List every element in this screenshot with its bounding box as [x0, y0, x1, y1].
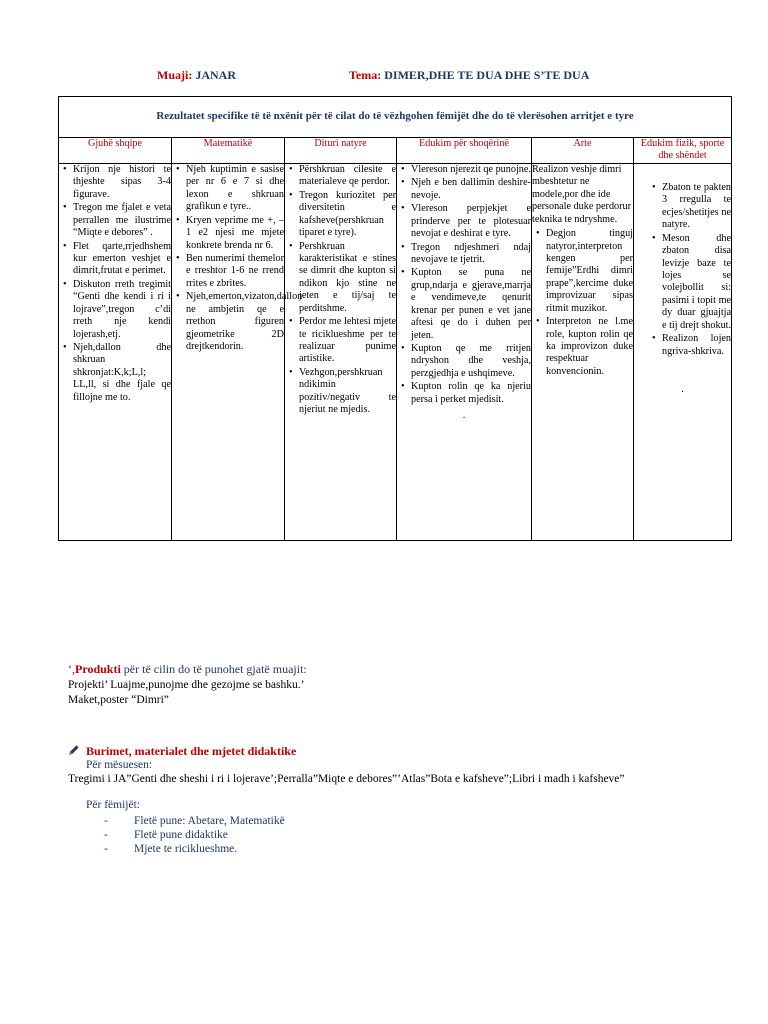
- resources-heading: [68, 744, 296, 759]
- content-row: [59, 163, 732, 540]
- subject-header: Arte: [532, 138, 634, 164]
- list-item: - Fletë pune: Abetare, Matematikë: [104, 814, 285, 828]
- list-item: • Ben numerimi themelor e rreshtor 1-6 ne rrend rrites e zbrites.: [186, 253, 284, 290]
- product-line-1: Projekti’ Luajme,punojme dhe gezojme se bashku.’: [68, 679, 305, 691]
- subject-header: Gjuhë shqipe: [59, 138, 172, 164]
- product-label: Produkti: [75, 662, 121, 676]
- list-item: • Vezhgon,pershkruan ndikimin pozitiv/negativ te njeriut ne mjedis.: [299, 367, 396, 417]
- col-gjuhe: [59, 163, 172, 540]
- list-item: • Vlereson perpjekjet e prinderve per te plotesuar nevojat e deshirat e tyre.: [411, 203, 531, 240]
- list-item: • Kupton qe me rritjen ndryshon dhe veshja, perzgjedhja e ushqimeve.: [411, 343, 531, 380]
- col-arte: [532, 163, 634, 540]
- list-item: - Fletë pune didaktike: [104, 828, 285, 842]
- col-shoqeri: [397, 163, 532, 540]
- kids-label: Për fëmijët:: [86, 799, 140, 811]
- list-item: • Pershkruan karakteristikat e stines se dimrit dhe kupton si ndikon kjo stine ne jeten e tij/saj te perditshme.: [299, 241, 396, 316]
- subject-header: Edukim fizik, sporte dhe shëndet: [634, 138, 732, 164]
- list-item: • Tregon ndjeshmeri ndaj nevojave te tjetrit.: [411, 242, 531, 267]
- list-item: • Kryen veprime me +, – 1 e2 njesi me mjete konkrete brenda nr 6.: [186, 215, 284, 252]
- list-item: • Njeh,dallon dhe shkruan shkronjat:K,k;L,l; LL,ll, si dhe fjale qe fillojne me to.: [73, 342, 171, 404]
- list-item: • Krijon nje histori te thjeshte sipas 3-4 figurave.: [73, 164, 171, 201]
- list-item: • Vlereson njerezit qe punojne.: [411, 164, 531, 176]
- resources-title: Burimet, materialet dhe mjetet didaktike: [86, 744, 297, 758]
- product-prefix: ‘,: [68, 662, 75, 676]
- month-value: JANAR: [195, 68, 236, 82]
- list-item: • Njeh e ben dallimin deshire-nevoje.: [411, 177, 531, 202]
- list-item: • Diskuton rreth tregimit “Genti dhe kendi i ri i lojrave”,tregon c’di rreth nje kendi lojerash,etj.: [73, 279, 171, 341]
- table-title: Rezultatet specifike të të nxënit për të cilat do të vëzhgohen fëmijët dhe do të vlerësohen arritjet e tyre: [59, 97, 732, 138]
- list-item: • Flet qarte,rrjedhshem kur emerton veshjet e dimrit,frutat e perimet.: [73, 241, 171, 278]
- arte-intro: Realizon veshje dimri mbeshtetur ne modele,por dhe ide personale duke perdorur teknika te ndryshme.: [532, 163, 632, 225]
- col-matematike: [172, 163, 303, 540]
- learning-outcomes-table: [58, 96, 732, 541]
- list-item: • Përshkruan cilesite e materialeve qe perdor.: [299, 164, 396, 189]
- month-line: [157, 68, 236, 83]
- list-item: • Zbaton te pakten 3 rregulla te ecjes/shetitjes ne natyre.: [662, 182, 731, 232]
- list-item: • Tregon me fjalet e veta perrallen me ilustrime “Miqte e debores” .: [73, 202, 171, 239]
- trailing-dot: .: [462, 410, 466, 422]
- subject-header-row: [59, 138, 732, 164]
- pencil-icon: [68, 744, 80, 756]
- theme-line: [349, 68, 589, 83]
- kids-resources-list: [104, 814, 285, 856]
- theme-value: DIMER,DHE TE DUA DHE S’TE DUA: [384, 68, 590, 82]
- list-item: • Njeh,emerton,vizaton,dallon ne ambjetin qe e rrethon figuren gjeometrike 2D drejtkendorin.: [186, 291, 284, 353]
- list-item: • Njeh kuptimin e sasise per nr 6 e 7 si dhe lexon e shkruan grafikun e tyre..: [186, 164, 284, 214]
- month-label: Muaji:: [157, 68, 193, 82]
- subject-header: Edukim për shoqërinë: [397, 138, 532, 164]
- list-item: • Kupton rolin qe ka njeriu persa i perket mjedisit.: [411, 381, 531, 406]
- teacher-label: Për mësuesen:: [86, 759, 153, 771]
- list-item: • Tregon kuriozitet per diversitetin e kafsheve(pershkruan tiparet e tyre).: [299, 190, 396, 240]
- list-item: - Mjete te riciklueshme.: [104, 842, 285, 856]
- list-item: • Meson dhe zbaton disa levizje baze te lojes se volejbollit si: pasimi i topit me dy duar gjuajtja e tij drejt shokut.: [662, 233, 731, 333]
- list-item: • Perdor me lehtesi mjete te riciklueshme per te realizuar punime artistike.: [299, 316, 396, 366]
- product-rest: për të cilin do të punohet gjatë muajit:: [120, 662, 307, 676]
- col-dituri: [285, 163, 397, 540]
- product-line-2: Maket,poster “Dimri”: [68, 694, 169, 706]
- theme-label: Tema:: [349, 68, 382, 82]
- trailing-dot: .: [681, 384, 684, 395]
- subject-header: Dituri natyre: [285, 138, 397, 164]
- teacher-resources: Tregimi i JA”Genti dhe sheshi i ri i lojerave’;Perralla”Miqte e debores”’Atlas”Bota e kafsheve”;Libri i madh i kafsheve”: [68, 773, 625, 785]
- list-item: • Realizon lojen ngriva-shkriva.: [662, 333, 731, 358]
- list-item: • Interpreton ne l.me role, kupton rolin qe ka improvizon duke respektuar konvencionin.: [546, 316, 633, 378]
- list-item: • Degjon tinguj natyror,interpreton kengen per femije”Erdhi dimri prape”,kercime duke improvizuar sipas ritmit muzikor.: [546, 228, 633, 315]
- col-edukim-fizik: [634, 163, 732, 540]
- product-heading: [68, 662, 307, 677]
- list-item: • Kupton se puna ne grup,ndarja e gjerave,marrja e vendimeve,te qenurit krenar per punen e vet jane aftesi qe do i duhen per jeten.: [411, 267, 531, 342]
- subject-header: Matematikë: [172, 138, 285, 164]
